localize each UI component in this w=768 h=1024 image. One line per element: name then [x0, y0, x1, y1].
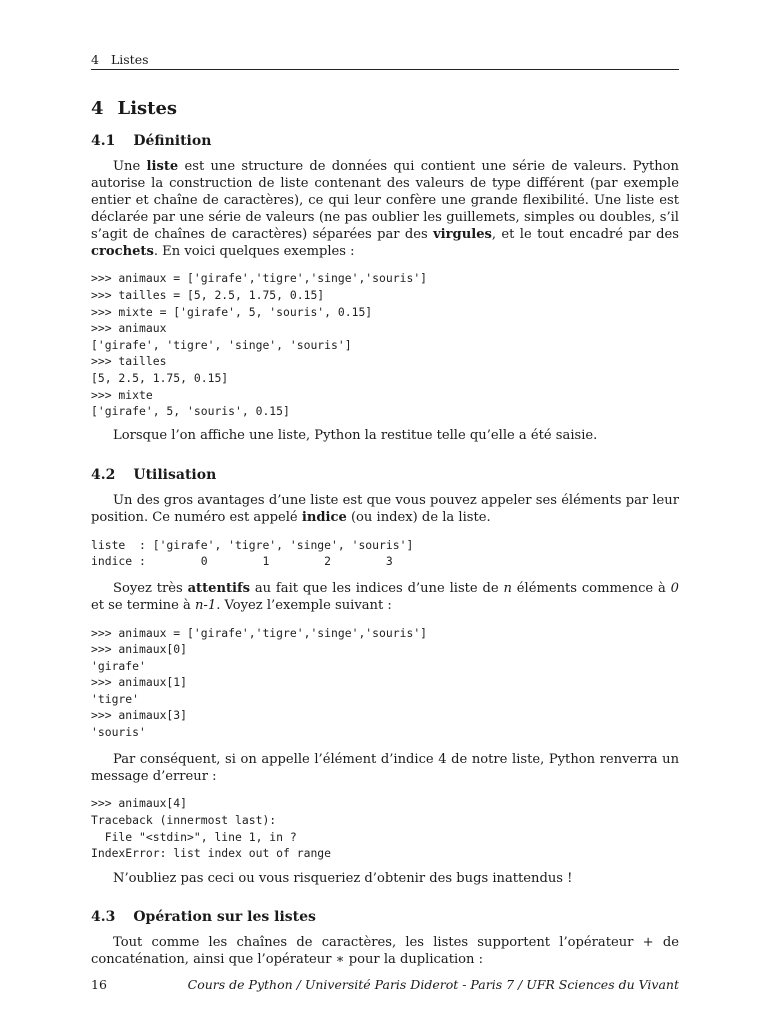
section-heading-4-2 [91, 466, 679, 484]
paragraph-utilisation: Un des gros avantages d’une liste est que vous pouvez appeler ses éléments par leur position. Ce numéro est appelé indice (ou index) de la liste. [91, 492, 679, 525]
header-chapter-title: Listes [110, 52, 149, 67]
paragraph-attention: Soyez très attentifs au fait que les indices d’une liste de n éléments commence à 0 et se termine à n-1. Voyez l’exemple suivant : [91, 580, 679, 613]
code-block-list-examples: >>> animaux = ['girafe','tigre','singe','souris'] >>> tailles = [5, 2.5, 1.75, 0.15] >>> mixte = ['girafe', 5, 'souris', 0.15] >>> animaux ['girafe', 'tigre', 'singe', 'souris'] >>> tailles [5, 2.5, 1.75, 0.15] >>> mixte ['girafe', 5, 'souris', 0.15] [91, 271, 428, 419]
chapter-title [91, 98, 679, 120]
section-number: 4.3 [91, 908, 116, 925]
section-title: Opération sur les listes [133, 908, 316, 925]
paragraph-error: Par conséquent, si on appelle l’élément d’indice 4 de notre liste, Python renverra un message d’erreur : [91, 751, 679, 784]
paragraph-definition: Une liste est une structure de données qui contient une série de valeurs. Python autorise la construction de liste contenant des valeurs de type différent (par exemple entier et chaîne de caractères), ce qui leur confère une grande flexibilité. Une liste est déclarée par une série de valeurs (ne pas oublier les guillemets, simples ou doubles, s’il s’agit de chaînes de caractères) séparées par des virgules, et le tout encadré par des crochets. En voici quelques exemples : [91, 159, 679, 259]
code-block-index-error: >>> animaux[4] Traceback (innermost last): File "<stdin>", line 1, in ? IndexError: list index out of range [91, 796, 332, 861]
section-title: Définition [133, 133, 212, 149]
code-block-indices: liste : ['girafe', 'tigre', 'singe', 'souris'] indice : 0 1 2 3 [91, 537, 414, 569]
page-number: 16 [91, 977, 107, 992]
chapter-name: Listes [117, 98, 178, 119]
paragraph-operations: Tout comme les chaînes de caractères, les listes supportent l’opérateur + de concaténation, ainsi que l’opérateur ∗ pour la duplication : [91, 934, 679, 967]
paragraph-warning: N’oubliez pas ceci ou vous risqueriez d’obtenir des bugs inattendus ! [113, 870, 573, 886]
chapter-number: 4 [91, 98, 104, 119]
course-title: Cours de Python / Université Paris Diderot - Paris 7 / UFR Sciences du Vivant [187, 977, 679, 992]
paragraph-display: Lorsque l’on affiche une liste, Python la restitue telle qu’elle a été saisie. [113, 427, 598, 443]
page-footer [91, 977, 679, 992]
section-number: 4.1 [91, 133, 116, 149]
section-number: 4.2 [91, 466, 116, 483]
section-heading-4-3 [91, 908, 679, 926]
code-block-indexing: >>> animaux = ['girafe','tigre','singe','souris'] >>> animaux[0] 'girafe' >>> animaux[1] 'tigre' >>> animaux[3] 'souris' [91, 625, 428, 740]
section-heading-4-1 [91, 132, 679, 150]
header-chapter-number: 4 [91, 52, 99, 67]
page [91, 52, 679, 1002]
running-header [91, 52, 679, 70]
section-title: Utilisation [133, 466, 217, 483]
